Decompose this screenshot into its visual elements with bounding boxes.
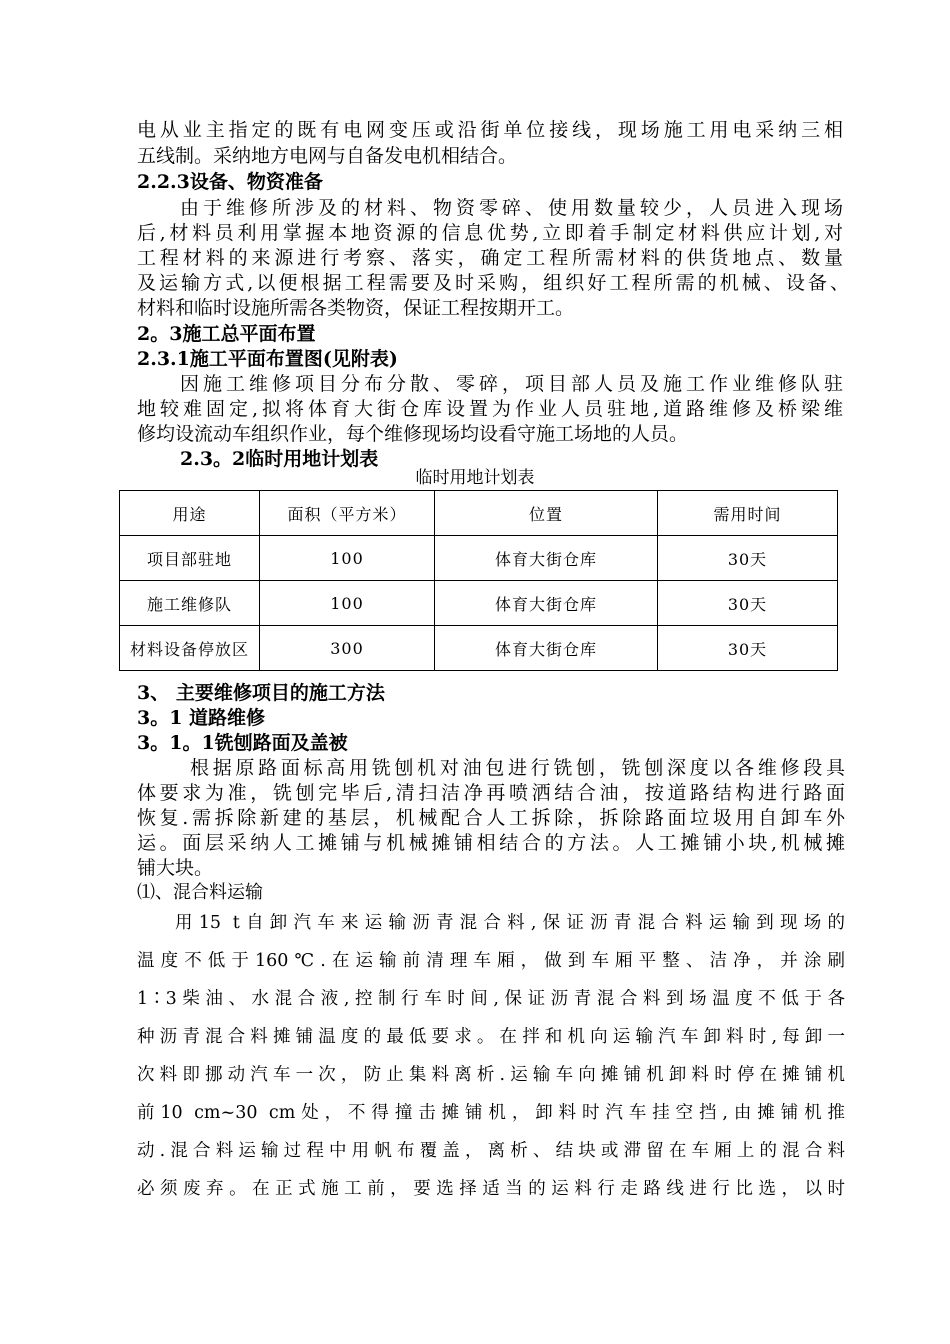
table-cell: 施工维修队	[120, 581, 260, 626]
paragraph-line: 地较难固定,拟将体育大街仓库设置为作业人员驻地,道路维修及桥梁维	[137, 398, 843, 420]
paragraph-line: 后,材料员利用掌握本地资源的信息优势,立即着手制定材料供应计划,对	[137, 222, 843, 244]
paragraph-line: 温度不低于160℃.在运输前清理车厢，做到车厢平整、洁净，并涂刷	[137, 951, 845, 971]
table-caption: 临时用地计划表	[415, 468, 535, 488]
paragraph-line: 前10 cm~30 cm处，不得撞击摊铺机，卸料时汽车挂空挡,由摊铺机推	[137, 1103, 845, 1123]
section-heading: 2.2.3设备、物资准备	[137, 171, 323, 193]
paragraph-line: 用15 t自卸汽车来运输沥青混合料,保证沥青混合料运输到现场的	[175, 913, 845, 933]
paragraph-line: 电从业主指定的既有电网变压或沿街单位接线，现场施工用电采纳三相	[137, 119, 843, 141]
section-heading: 2。3施工总平面布置	[137, 323, 316, 345]
table-row	[120, 536, 838, 581]
column-header: 需用时间	[658, 491, 838, 536]
paragraph-line: 修均设流动车组织作业，每个维修现场均设看守施工场地的人员。	[137, 423, 689, 445]
paragraph-line: 铺大块。	[137, 857, 214, 879]
table-cell: 体育大街仓库	[435, 581, 658, 626]
section-heading: 3。1 道路维修	[137, 707, 266, 729]
paragraph-line: 工程材料的来源进行考察、落实，确定工程所需材料的供货地点、数量	[137, 247, 843, 269]
table-cell: 体育大街仓库	[435, 536, 658, 581]
column-header: 位置	[435, 491, 658, 536]
table-row	[120, 626, 838, 671]
temporary-land-table	[119, 490, 838, 671]
paragraph-line: 1∶3柴油、水混合液,控制行车时间,保证沥青混合料到场温度不低于各	[137, 989, 845, 1009]
paragraph-line: 由于维修所涉及的材料、物资零碎、使用数量较少，人员进入现场	[180, 197, 843, 219]
paragraph-line: 体要求为准，铣刨完毕后,清扫洁净再喷洒结合油，按道路结构进行路面	[137, 782, 845, 804]
paragraph-line: 五线制。采纳地方电网与自备发电机相结合。	[137, 145, 518, 167]
section-heading: 3。1。1铣刨路面及盖被	[137, 732, 348, 754]
column-header: 用途	[120, 491, 260, 536]
table-row	[120, 581, 838, 626]
table-cell: 100	[260, 581, 435, 626]
paragraph-line: 恢复.需拆除新建的基层，机械配合人工拆除，拆除路面垃圾用自卸车外	[137, 807, 845, 829]
paragraph-line: 必须废弃。在正式施工前，要选择适当的运料行走路线进行比选，以时	[137, 1179, 845, 1199]
column-header: 面积（平方米）	[260, 491, 435, 536]
paragraph-line: 次料即挪动汽车一次，防止集料离析.运输车向摊铺机卸料时停在摊铺机	[137, 1065, 845, 1085]
paragraph-line: 动.混合料运输过程中用帆布覆盖，离析、结块或滞留在车厢上的混合料	[137, 1141, 845, 1161]
paragraph-line: 种沥青混合料摊铺温度的最低要求。在拌和机向运输汽车卸料时,每卸一	[137, 1027, 845, 1047]
table-cell: 30天	[658, 581, 838, 626]
paragraph-line: 运。面层采纳人工摊铺与机械摊铺相结合的方法。人工摊铺小块,机械摊	[137, 832, 845, 854]
paragraph-line: 因施工维修项目分布分散、零碎，项目部人员及施工作业维修队驻	[180, 373, 843, 395]
table-cell: 30天	[658, 626, 838, 671]
section-heading: 2.3.1施工平面布置图(见附表)	[137, 348, 398, 370]
list-item-heading: ⑴、混合料运输	[137, 882, 263, 903]
section-heading: 2.3。2临时用地计划表	[180, 448, 379, 470]
table-cell: 300	[260, 626, 435, 671]
paragraph-line: 根据原路面标高用铣刨机对油包进行铣刨，铣刨深度以各维修段具	[190, 757, 845, 779]
table-cell: 体育大街仓库	[435, 626, 658, 671]
paragraph-line: 及运输方式,以便根据工程需要及时采购，组织好工程所需的机械、设备、	[137, 272, 849, 294]
table-cell: 材料设备停放区	[120, 626, 260, 671]
paragraph-line: 材料和临时设施所需各类物资，保证工程按期开工。	[137, 297, 575, 319]
table-cell: 项目部驻地	[120, 536, 260, 581]
table-cell: 30天	[658, 536, 838, 581]
table-header-row	[120, 491, 838, 536]
table-cell: 100	[260, 536, 435, 581]
section-heading: 3、 主要维修项目的施工方法	[137, 682, 385, 704]
